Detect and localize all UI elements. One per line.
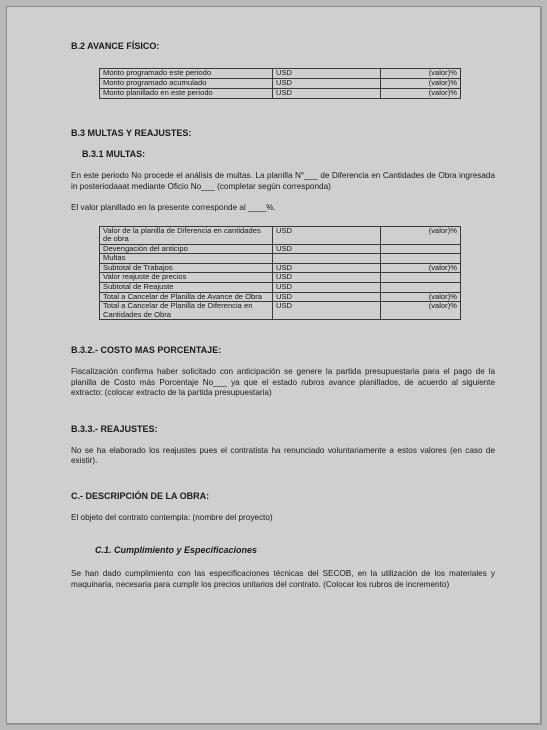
multas-row-label: Valor reajuste de precios <box>100 273 273 283</box>
avance-row <box>100 69 461 79</box>
multas-row-currency: USD <box>273 292 381 302</box>
multas-row-currency: USD <box>273 263 381 273</box>
avance-row-currency: USD <box>273 79 381 89</box>
multas-row-currency: USD <box>273 244 381 254</box>
section-c-title: C.- DESCRIPCIÓN DE LA OBRA: <box>71 490 210 501</box>
multas-row-label: Subtotal de Reajuste <box>100 283 273 293</box>
avance-row-currency: USD <box>273 69 381 79</box>
c1-paragraph: Se han dado cumplimiento con las especificaciones técnicas del SECOB, en la utilización de los materiales y maquinaria, necesaria para cumplir los precios unitarios del contrato. (Colocar los rubros de incremento) <box>71 569 495 589</box>
avance-row-currency: USD <box>273 89 381 99</box>
multas-row-label: Multas <box>100 254 273 264</box>
section-c1-title: C.1. Cumplimiento y Especificaciones <box>95 545 258 556</box>
avance-row <box>100 89 461 99</box>
multas-row-value <box>381 273 461 283</box>
multas-row <box>100 254 461 264</box>
multas-row-value: (valor)% <box>381 302 461 320</box>
multas-row-value: (valor)% <box>381 263 461 273</box>
avance-row-value: (valor)% <box>381 79 461 89</box>
multas-row-currency <box>273 254 381 264</box>
multas-row <box>100 226 461 244</box>
multas-row-currency: USD <box>273 302 381 320</box>
b31-paragraph-1: En este periodo No procede el análisis de multas. La planilla N°___ de Diferencia en Cantidades de Obra ingresada in posteriodaaat mediante Oficio No___ (completar según corresponda) <box>71 171 495 191</box>
multas-row <box>100 302 461 320</box>
multas-table <box>99 226 461 321</box>
multas-row-currency: USD <box>273 273 381 283</box>
section-b33-title: B.3.3.- REAJUSTES: <box>71 423 158 434</box>
document-content <box>71 41 495 590</box>
section-b32-title: B.3.2.- COSTO MAS PORCENTAJE: <box>71 345 222 356</box>
section-b3-title: B.3 MULTAS Y REAJUSTES: <box>71 128 192 138</box>
avance-row <box>100 79 461 89</box>
avance-row-label: Monto programado este periodo <box>100 69 273 79</box>
section-b31-title: B.3.1 MULTAS: <box>82 149 146 159</box>
avance-fisico-table <box>99 68 461 99</box>
multas-row-value: (valor)% <box>381 292 461 302</box>
multas-row-currency: USD <box>273 226 381 244</box>
multas-row-value: (valor)% <box>381 226 461 244</box>
multas-row-value <box>381 244 461 254</box>
avance-row-value: (valor)% <box>381 69 461 79</box>
b31-paragraph-2: El valor planillado en la presente corresponde al ____%. <box>71 203 276 212</box>
b32-paragraph: Fiscalización confirma haber solicitado con anticipación se genere la partida presupuestaria para el pago de la planilla de Costo más Porcentaje No___ ya que el estado rubros avance planillados, de acuerdo al siguiente extracto: (colocar extracto de la partida presupuestaria) <box>71 367 495 398</box>
avance-row-label: Monto programado acumulado <box>100 79 273 89</box>
b33-paragraph: No se ha elaborado los reajustes pues el contratista ha renunciado voluntariamente a estos valores (en caso de existir). <box>71 445 495 466</box>
multas-row-value <box>381 254 461 264</box>
multas-row-label: Valor de la planilla de Diferencia en cantidades de obra <box>100 226 273 244</box>
c-paragraph: El objeto del contrato contempla: (nombre del proyecto) <box>71 512 273 522</box>
avance-row-value: (valor)% <box>381 89 461 99</box>
multas-row-label: Subtotal de Trabajos <box>100 263 273 273</box>
document-page <box>6 6 541 724</box>
multas-row-label: Devengación del anticipo <box>100 244 273 254</box>
multas-row-currency: USD <box>273 283 381 293</box>
multas-row <box>100 244 461 254</box>
multas-row <box>100 283 461 293</box>
section-b2-title: B.2 AVANCE FÍSICO: <box>71 41 160 51</box>
multas-row-value <box>381 283 461 293</box>
multas-row-label: Total a Cancelar de Planilla de Diferencia en Cantidades de Obra <box>100 302 273 320</box>
multas-row-label: Total a Cancelar de Planilla de Avance de Obra <box>100 292 273 302</box>
avance-row-label: Monto planillado en este periodo <box>100 89 273 99</box>
